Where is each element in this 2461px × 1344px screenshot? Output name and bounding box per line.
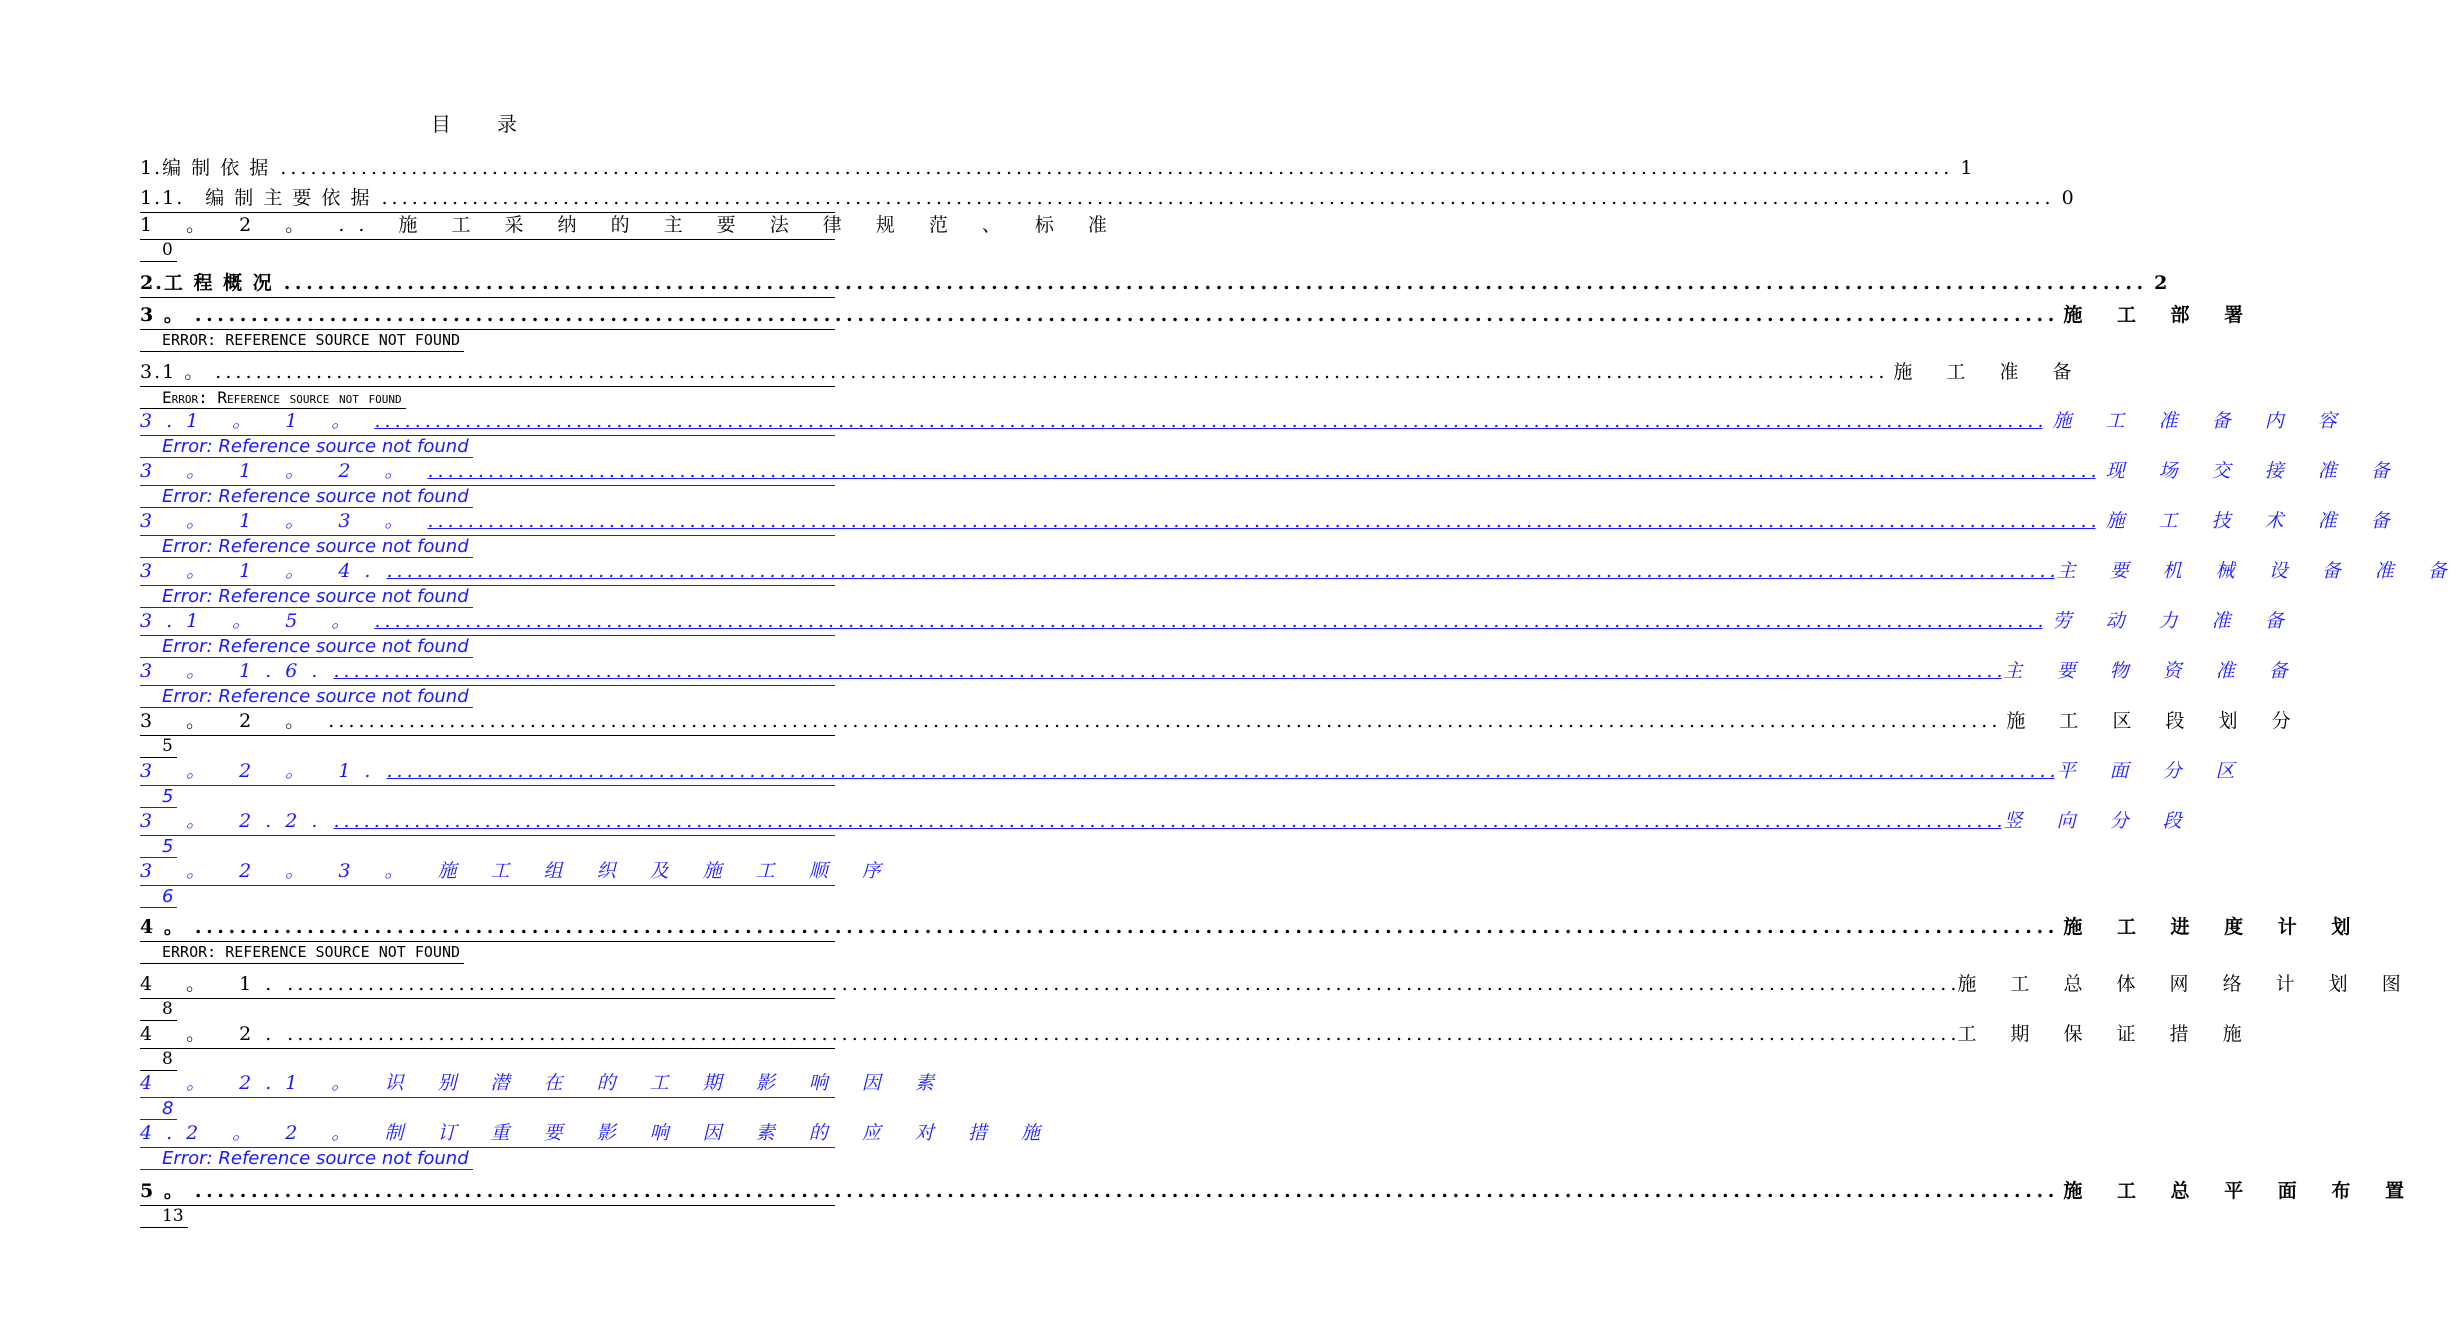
toc-entry-title: 施 工 总 体 网 络 计 划 图: [1957, 973, 2415, 995]
toc-page-number: 1: [1960, 157, 1973, 179]
toc-entry-4-2-1[interactable]: [140, 1070, 948, 1120]
toc-entry-title: 施 工 准 备: [1893, 361, 2086, 383]
toc-entry-title: 工 期 保 证 措 施: [1957, 1023, 2256, 1045]
toc-entry-title: 现 场 交 接 准 备: [2105, 460, 2404, 482]
toc-entry-3-2[interactable]: [140, 708, 2305, 758]
toc-entry-4-1[interactable]: [140, 971, 2415, 1021]
toc-error-reference: ERROR: REFERENCE SOURCE NOT FOUND: [140, 942, 464, 964]
toc-entry-number: 1.1. 编 制 主 要 依 据: [140, 187, 372, 209]
toc-entry-1-1[interactable]: [140, 185, 2074, 213]
toc-entry-number: 4 。 1.: [140, 973, 286, 995]
toc-page-number: 8: [140, 1049, 177, 1071]
dot-leader: [328, 708, 1996, 735]
toc-entry-title: 主 要 物 资 准 备: [2003, 660, 2302, 682]
toc-entry-title: 施 工 总 平 面 布 置: [2063, 1180, 2419, 1202]
toc-entry-number: 4 。: [140, 916, 185, 938]
toc-entry-number: 4 。 2.: [140, 1023, 286, 1045]
toc-entry-1-2[interactable]: [140, 212, 1121, 262]
toc-entry-3-2-3[interactable]: [140, 858, 895, 908]
dot-leader: [215, 359, 1883, 386]
toc-entry-number: 3.1 。 1 。: [140, 410, 365, 432]
toc-entry-number: 2.工 程 概 况: [140, 272, 274, 294]
toc-entry-number: 3 。 1.6.: [140, 660, 332, 682]
dot-leader: [374, 608, 2042, 635]
dot-leader: [427, 508, 2095, 535]
toc-entry-3-2-1[interactable]: [140, 758, 2249, 808]
dot-leader: [333, 658, 2001, 685]
toc-entry-2[interactable]: [140, 270, 2168, 298]
toc-entry-4-2-2[interactable]: [140, 1120, 1054, 1170]
toc-entry-number: 3 。 2 。 3 。: [140, 860, 418, 882]
dot-leader: [195, 302, 2053, 329]
page-title: 目 录: [431, 112, 519, 136]
dot-leader: [386, 758, 2054, 785]
toc-error-reference: Error: Reference source not found: [140, 536, 473, 558]
toc-entry-number: 3 。: [140, 304, 185, 326]
toc-error-reference: Error: Reference source not found: [140, 686, 473, 708]
toc-entry-number: 3.1 。: [140, 361, 206, 383]
toc-page-number: 5: [140, 786, 177, 808]
toc-entry-4[interactable]: [140, 914, 2365, 964]
toc-entry-3-1-6[interactable]: [140, 658, 2302, 708]
toc-entry-title: 施 工 准 备 内 容: [2052, 410, 2351, 432]
toc-entry-title: 施 工 进 度 计 划: [2063, 916, 2365, 938]
dot-leader: [333, 808, 2001, 835]
dot-leader: [287, 971, 1955, 998]
toc-error-reference: Error: Reference source not found: [140, 486, 473, 508]
toc-entry-number: 3 。 2 。: [140, 710, 319, 732]
toc-entry-3[interactable]: [140, 302, 2258, 352]
dot-leader: [280, 155, 1948, 182]
dot-leader: [287, 1021, 1955, 1048]
toc-error-reference: Error: Reference source not found: [140, 586, 473, 608]
toc-entry-title: 竖 向 分 段: [2003, 810, 2196, 832]
toc-page-number: 0: [140, 240, 177, 262]
toc-entry-number: 3 。 1 。 3 。: [140, 510, 418, 532]
toc-entry-3-1-4[interactable]: [140, 558, 2461, 608]
toc-page-number: 2: [2154, 272, 2168, 294]
toc-error-reference: ERROR: REFERENCE SOURCE NOT FOUND: [140, 330, 464, 352]
toc-error-reference: Error: Reference source not found: [140, 1148, 473, 1170]
toc-entry-number: 3 。 1 。 4.: [140, 560, 385, 582]
dot-leader: [381, 185, 2049, 212]
toc-entry-number: 5 。: [140, 1180, 185, 1202]
toc-entry-number: 3 。 1 。 2 。: [140, 460, 418, 482]
toc-entry-4-2[interactable]: [140, 1021, 2256, 1071]
dot-leader: [195, 914, 2053, 941]
dot-leader: [195, 1178, 2053, 1205]
toc-entry-title: 施 工 采 纳 的 主 要 法 律 规 范 、 标 准: [398, 214, 1121, 236]
toc-page-number: 0: [2061, 187, 2074, 209]
toc-error-reference: Error: Reference source not found: [140, 636, 473, 658]
toc-entry-number: 4 。 2.1 。: [140, 1072, 365, 1094]
toc-entry-3-1-3[interactable]: [140, 508, 2404, 558]
toc-entry-title: 识 别 潜 在 的 工 期 影 响 因 素: [384, 1072, 948, 1094]
dot-leader: [284, 270, 2142, 297]
toc-entry-title: 制 订 重 要 影 响 因 素 的 应 对 措 施: [384, 1122, 1054, 1144]
toc-entry-number: 1 。 2 。 ..: [140, 214, 379, 236]
toc-entry-3-1[interactable]: [140, 359, 2086, 409]
toc-entry-title: 平 面 分 区: [2056, 760, 2249, 782]
toc-entry-title: 施 工 组 织 及 施 工 顺 序: [437, 860, 895, 882]
toc-error-reference: Error: Reference source not found: [140, 436, 473, 458]
toc-entry-5[interactable]: [140, 1178, 2419, 1228]
toc-entry-3-2-2[interactable]: [140, 808, 2196, 858]
toc-entry-3-1-5[interactable]: [140, 608, 2298, 658]
toc-entry-title: 劳 动 力 准 备: [2052, 610, 2298, 632]
toc-entry-3-1-1[interactable]: [140, 408, 2351, 458]
toc-entry-title: 施 工 技 术 准 备: [2105, 510, 2404, 532]
toc-entry-number: 3 。 2 。 1.: [140, 760, 385, 782]
dot-leader: [374, 408, 2042, 435]
toc-page-number: 5: [140, 736, 177, 758]
toc-page-number: 8: [140, 1098, 177, 1120]
toc-entry-number: 4.2 。 2 。: [140, 1122, 365, 1144]
toc-entry-number: 3 。 2.2.: [140, 810, 332, 832]
toc-entry-title: 施 工 部 署: [2063, 304, 2258, 326]
toc-page-number: 5: [140, 836, 177, 858]
toc-error-reference: Error: Reference source not found: [140, 387, 406, 409]
toc-entry-title: 施 工 区 段 划 分: [2006, 710, 2305, 732]
toc-page-number: 6: [140, 886, 177, 908]
toc-entry-number: 3.1 。 5 。: [140, 610, 365, 632]
toc-entry-title: 主 要 机 械 设 备 准 备: [2056, 560, 2461, 582]
toc-page-number: 13: [140, 1206, 188, 1228]
toc-entry-3-1-2[interactable]: [140, 458, 2404, 508]
toc-page-number: 8: [140, 999, 177, 1021]
dot-leader: [427, 458, 2095, 485]
toc-entry-1[interactable]: [140, 155, 1973, 182]
toc-entry-number: 1.编 制 依 据: [140, 157, 271, 179]
dot-leader: [386, 558, 2054, 585]
